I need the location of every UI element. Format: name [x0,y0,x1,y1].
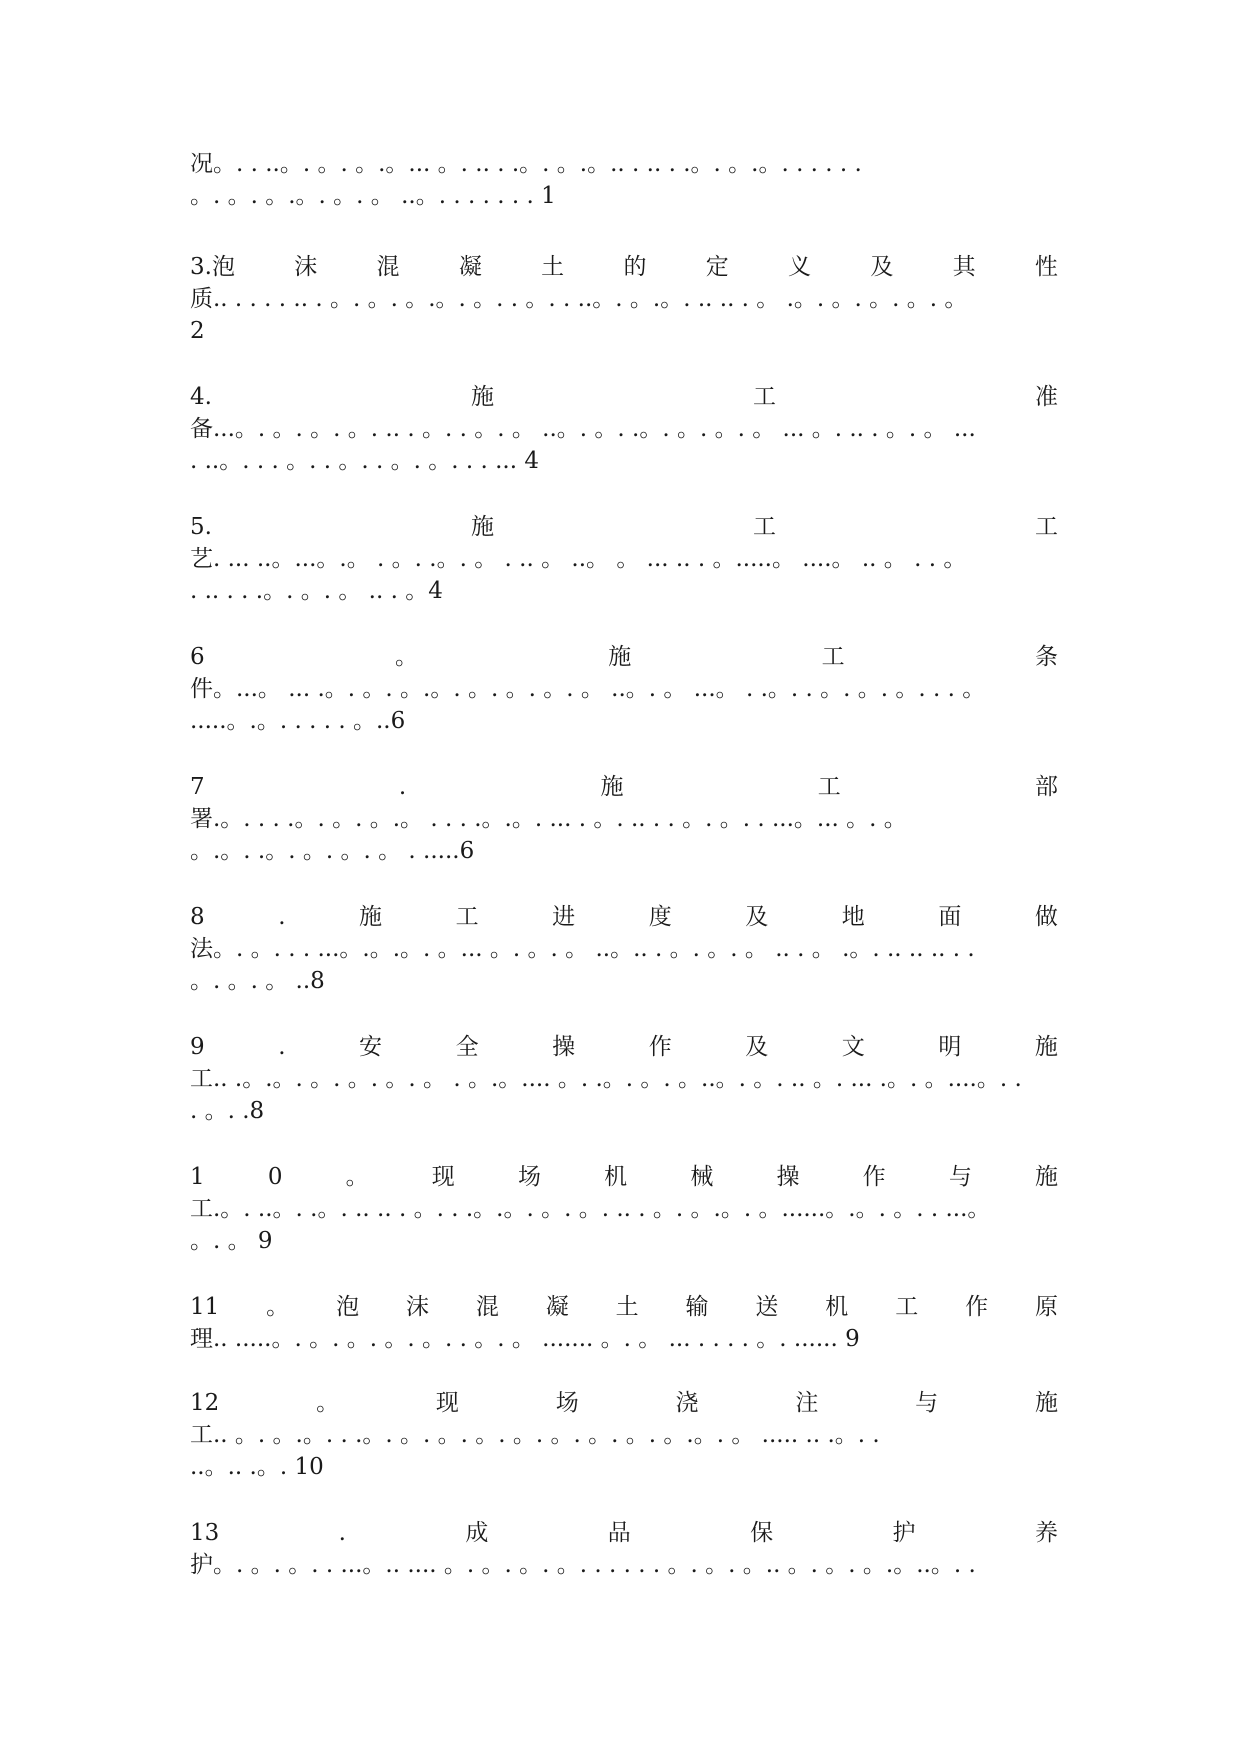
toc-leader-line: . 。. .8 [190,1098,265,1124]
toc-heading-token: 明 [938,1034,962,1060]
toc-entry-5 [190,511,1058,607]
toc-leader-line: . ..。. . . 。. . 。. . 。. 。. . . ... 4 [190,448,539,474]
toc-heading-token: 6 [190,644,205,670]
toc-heading-token: 养 [1034,1520,1058,1546]
toc-heading-token: 其 [952,254,976,280]
toc-heading-token: 泡 [336,1294,360,1320]
toc-heading-token: 操 [776,1164,800,1190]
toc-heading-token: 浇 [675,1390,699,1416]
toc-heading-token: 保 [750,1520,774,1546]
toc-heading-token: 工 [821,644,845,670]
toc-heading-token: 凝 [458,254,482,280]
toc-leader-line: ..。.. .。. 10 [190,1454,324,1480]
toc-leader-line: 工.. 。. 。.。. . .。. 。. 。. 。. 。. 。. 。. 。. 。.。. 。 ..... .. .。. . [190,1422,880,1448]
toc-heading-token: 工 [895,1294,919,1320]
toc-entry-10 [190,1161,1058,1257]
toc-heading [190,1517,1058,1549]
toc-heading-token: 8 [190,904,205,930]
toc-heading-token: 0 [267,1164,283,1190]
toc-entry-13 [190,1517,1058,1581]
toc-heading-token: 4. [190,384,212,410]
toc-heading-token: . [338,1520,346,1546]
toc-leader-line: 法。. 。. . . ...。.。.。. 。... 。. 。. 。 ..。.. . 。. 。. 。 .. . 。 .。. .. .. .. . . [190,936,975,962]
toc-heading-token: 土 [615,1294,639,1320]
toc-entry-7 [190,771,1058,867]
toc-heading-token: 12 [190,1390,220,1416]
toc-heading-token: 进 [552,904,576,930]
toc-entry-6 [190,641,1058,737]
toc-leader-line: 理.. .....。. 。. 。. 。. 。. . 。. 。 ....... 。. 。 ... . . . . 。. ...... 9 [190,1326,860,1352]
toc-heading-token: 部 [1034,774,1058,800]
toc-heading [190,901,1058,933]
toc-heading-token: 及 [745,1034,769,1060]
toc-heading-token: 施 [470,384,494,410]
toc-heading [190,1031,1058,1063]
toc-entry-8 [190,901,1058,997]
toc-heading [190,1291,1058,1323]
toc-leader-line: 质.. . . . . .. . 。. 。. 。.。. 。. . 。. . ..。. 。.。. .. .. . 。 .。. 。. 。. 。. 。 [190,286,968,312]
toc-leader-line: 。. 。. 。.。. 。. 。 ..。. . . . . . . 1 [190,183,556,209]
toc-heading-token: 及 [870,254,894,280]
toc-heading-token: 工 [752,384,776,410]
toc-heading-token: 条 [1034,644,1058,670]
toc-heading-token: 原 [1034,1294,1058,1320]
toc-heading-token: 3.泡 [190,254,235,280]
toc-heading-token: 做 [1034,904,1058,930]
toc-heading-token: 工 [817,774,841,800]
toc-heading-token: 。 [394,644,418,670]
toc-heading [190,1387,1058,1419]
toc-heading-token: 沫 [405,1294,429,1320]
toc-heading-token: 工 [1035,514,1058,540]
toc-heading-token: 工 [455,904,479,930]
toc-heading-token: 施 [1034,1390,1058,1416]
toc-heading-token: 定 [705,254,729,280]
toc-heading [190,641,1058,673]
toc-leader-line: 。. 。. 。 ..8 [190,968,325,994]
toc-heading-token: 成 [465,1520,489,1546]
toc-heading-token: 作 [965,1294,989,1320]
toc-heading-token: 现 [431,1164,455,1190]
toc-heading-token: 地 [841,904,865,930]
toc-heading-token: 义 [788,254,812,280]
toc-heading-token: 13 [190,1520,220,1546]
toc-heading-token: 度 [648,904,672,930]
toc-entry-9 [190,1031,1058,1127]
toc-leader-line: 护。. 。. 。. . ...。.. .... 。. 。. 。. 。. . . . . . 。. 。. 。.. 。. 。. 。.。..。. . [190,1552,976,1578]
toc-leader-line: 。.。. .。. 。. 。. 。 . .....6 [190,838,475,864]
toc-heading-token: 施 [1035,1164,1058,1190]
toc-heading-token: 操 [552,1034,576,1060]
toc-heading-token: 场 [555,1390,579,1416]
toc-heading-token: 7 [190,774,205,800]
toc-heading-token: 施 [1034,1034,1058,1060]
toc-heading-token: 安 [359,1034,383,1060]
toc-leader-line: 署.。. . . .。. 。. 。.。 . . . .。.。. ... . 。. .. . . 。. 。. . ...。... 。. 。 [190,806,907,832]
toc-heading-token: 1 [190,1164,205,1190]
toc-heading-token: 现 [435,1390,459,1416]
toc-heading-token: 文 [841,1034,865,1060]
toc-heading-token: 。 [345,1164,369,1190]
toc-heading-token: 场 [517,1164,541,1190]
toc-leader-line: 备...。. 。. 。. 。. .. . 。. . 。. 。 ..。. 。. .。. 。. 。. 。 ... 。. .. . 。. 。 ... [190,416,976,442]
toc-leader-line: 工.. .。.。. 。. 。. 。. 。 . 。.。.... 。. .。. 。. 。..。. 。. .. 。. ... .。. 。....。. . [190,1066,1022,1092]
toc-heading-token: 沫 [294,254,318,280]
toc-heading-token: 施 [600,774,624,800]
toc-leader-line: 工.。. ..。. .。. .. .. . 。. . .。.。. 。. 。. .. . 。. 。.。. 。......。.。. 。. . ...。 [190,1196,991,1222]
toc-heading-token: 及 [745,904,769,930]
toc-leader-line: 件。...。 ... .。. 。. 。.。. 。. 。. 。. 。 ..。. 。 ...。 . .。. . 。. 。. 。. . . 。 [190,676,986,702]
toc-heading-token: 送 [755,1294,779,1320]
toc-heading-token: . [398,774,407,800]
toc-heading-token: 机 [604,1164,628,1190]
toc-heading-token: 。 [316,1390,340,1416]
toc-heading-token: 。 [266,1294,290,1320]
toc-heading-token: 机 [825,1294,849,1320]
toc-heading-token: 与 [948,1164,972,1190]
toc-heading-token: 9 [190,1034,205,1060]
toc-heading [190,381,1058,413]
toc-heading-token: . [278,904,286,930]
toc-page-number: 2 [190,318,205,344]
toc-heading-token: 全 [455,1034,479,1060]
toc-heading-token: 准 [1035,384,1058,410]
toc-entry-11 [190,1291,1058,1355]
toc-heading-token: . [278,1034,286,1060]
toc-heading [190,1161,1058,1193]
toc-heading-token: 护 [892,1520,916,1546]
toc-heading-token: 作 [862,1164,886,1190]
toc-heading-token: 输 [685,1294,709,1320]
toc-heading-token: 工 [752,514,776,540]
toc-heading-token: 注 [795,1390,819,1416]
toc-heading-token: 土 [541,254,565,280]
toc-heading-token: 的 [623,254,647,280]
toc-heading-token: 施 [470,514,494,540]
toc-leader-line: 况。. . ..。. 。. 。.。... 。. .. . .。. 。.。.. . .. . .。. 。.。. . . . . . [190,151,862,177]
toc-entry-12 [190,1387,1058,1483]
toc-heading-token: 凝 [545,1294,569,1320]
toc-entry-4 [190,381,1058,477]
toc-heading-token: 作 [648,1034,672,1060]
toc-heading-token: 5. [190,514,212,540]
toc-leader-line: 。. 。 9 [190,1228,273,1254]
toc-heading-token: 械 [690,1164,714,1190]
toc-entry-2 [190,148,1058,212]
toc-heading-token: 与 [915,1390,939,1416]
toc-heading-token: 混 [376,254,400,280]
toc-entry-3 [190,251,1058,347]
toc-heading [190,251,1058,283]
toc-leader-line: .....。.。. . . . . 。..6 [190,708,406,734]
toc-heading-token: 混 [475,1294,499,1320]
toc-heading [190,511,1058,543]
toc-heading-token: 施 [608,644,632,670]
toc-heading-token: 性 [1034,254,1058,280]
toc-heading-token: 品 [607,1520,631,1546]
toc-heading-token: 施 [359,904,383,930]
toc-heading-token: 面 [938,904,962,930]
toc-heading [190,771,1058,803]
toc-leader-line: 艺. ... ..。...。.。 . 。. .。. 。 . .. 。 ..。 。 ... .. . 。.....。 ....。 .. 。 . . 。 [190,546,967,572]
toc-heading-token: 11 [190,1294,220,1320]
toc-leader-line: . .. . . .。. 。. 。 .. . 。4 [190,578,443,604]
